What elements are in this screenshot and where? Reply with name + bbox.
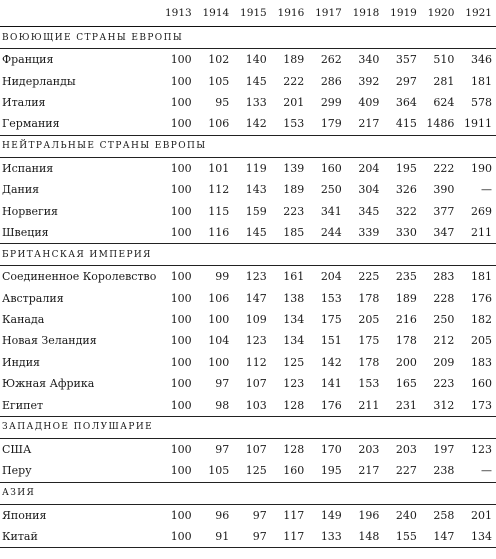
index-value: 216 xyxy=(395,313,417,327)
index-value: 100 xyxy=(208,313,230,327)
index-value: 123 xyxy=(233,266,271,288)
index-value: 347 xyxy=(433,225,455,239)
index-value: 107 xyxy=(245,377,267,391)
index-value: 147 xyxy=(421,526,459,548)
index-value: 125 xyxy=(245,464,267,478)
index-value: 205 xyxy=(358,313,380,327)
index-value: 161 xyxy=(271,266,309,288)
index-value: 100 xyxy=(170,225,192,239)
index-value: 204 xyxy=(308,266,346,288)
index-value: 100 xyxy=(170,74,192,88)
country-name: США xyxy=(0,438,158,460)
table-row xyxy=(0,504,496,526)
index-value: 101 xyxy=(196,157,234,179)
table-row xyxy=(0,309,496,330)
country-name: Канада xyxy=(2,313,45,327)
index-value: 100 xyxy=(170,355,192,369)
index-value: 142 xyxy=(320,355,342,369)
index-value: 100 xyxy=(170,183,192,197)
index-value: 244 xyxy=(320,225,342,239)
index-value: 212 xyxy=(433,334,455,348)
index-value: 217 xyxy=(358,464,380,478)
index-value: 415 xyxy=(395,117,417,131)
index-value: 103 xyxy=(245,398,267,412)
index-value: 225 xyxy=(346,266,384,288)
country-name: Южная Африка xyxy=(2,377,95,391)
index-value: 123 xyxy=(283,377,305,391)
year-header: 1913 xyxy=(158,0,196,27)
index-value: 173 xyxy=(471,398,492,412)
index-value: 117 xyxy=(271,526,309,548)
header-blank xyxy=(0,0,158,27)
index-value: 240 xyxy=(383,504,421,526)
year-header: 1915 xyxy=(233,0,271,27)
index-value: 95 xyxy=(215,95,230,109)
section-header-row xyxy=(0,27,496,49)
index-value: 123 xyxy=(458,438,496,460)
country-name: Швеция xyxy=(2,225,49,239)
country-name: Италия xyxy=(2,95,46,109)
index-value: 211 xyxy=(471,225,492,239)
country-name: Новая Зеландия xyxy=(2,334,97,348)
index-value: 138 xyxy=(283,291,305,305)
index-value: 250 xyxy=(433,313,455,327)
year-header: 1918 xyxy=(346,0,384,27)
year-header-row xyxy=(0,0,496,27)
country-name: Египет xyxy=(2,398,44,412)
index-value: 228 xyxy=(433,291,455,305)
index-value: 322 xyxy=(395,204,417,218)
index-value: 231 xyxy=(395,398,417,412)
index-value: 97 xyxy=(233,526,271,548)
index-value: 140 xyxy=(233,49,271,71)
index-value: 181 xyxy=(458,266,496,288)
table-row xyxy=(0,460,496,482)
index-value: 133 xyxy=(308,526,346,548)
index-value: 283 xyxy=(421,266,459,288)
index-value: 106 xyxy=(208,117,230,131)
table-row xyxy=(0,373,496,394)
index-value: 97 xyxy=(215,377,230,391)
index-value: 153 xyxy=(320,291,342,305)
index-value: 170 xyxy=(308,438,346,460)
year-header: 1914 xyxy=(196,0,234,27)
country-name: Япония xyxy=(0,504,158,526)
index-value: 183 xyxy=(471,355,492,369)
index-value: 100 xyxy=(170,377,192,391)
index-value: 128 xyxy=(283,398,305,412)
index-value: 345 xyxy=(358,204,380,218)
index-value: 178 xyxy=(395,334,417,348)
index-value: 1486 xyxy=(426,117,455,131)
year-header: 1916 xyxy=(271,0,309,27)
index-value: 134 xyxy=(458,526,496,548)
section-header-row xyxy=(0,244,496,266)
table-row xyxy=(0,288,496,309)
index-value: 176 xyxy=(471,291,492,305)
index-value: 100 xyxy=(208,355,230,369)
index-value: 340 xyxy=(346,49,384,71)
index-value: 143 xyxy=(245,183,267,197)
index-value: 134 xyxy=(283,334,305,348)
country-name: Норвегия xyxy=(2,204,58,218)
index-value: 105 xyxy=(208,464,230,478)
index-value: 286 xyxy=(320,74,342,88)
table-row xyxy=(0,438,496,460)
index-value: 182 xyxy=(471,313,492,327)
table-row xyxy=(0,70,496,91)
index-value: 238 xyxy=(433,464,455,478)
index-value: 189 xyxy=(395,291,417,305)
index-value: 105 xyxy=(208,74,230,88)
table-row xyxy=(0,330,496,351)
index-value: 98 xyxy=(215,398,230,412)
index-value: 125 xyxy=(283,355,305,369)
index-value: 151 xyxy=(320,334,342,348)
index-value: 201 xyxy=(283,95,305,109)
index-value: 102 xyxy=(196,49,234,71)
index-value: 100 xyxy=(170,334,192,348)
index-value: 250 xyxy=(320,183,342,197)
table-row xyxy=(0,200,496,221)
index-value: 197 xyxy=(421,438,459,460)
section-header-row xyxy=(0,482,496,504)
country-name: Испания xyxy=(0,157,158,179)
index-value: 145 xyxy=(245,225,267,239)
section-title: АЗИЯ xyxy=(0,482,496,504)
country-name: Германия xyxy=(2,117,60,131)
index-value: 195 xyxy=(320,464,342,478)
index-value: 106 xyxy=(208,291,230,305)
index-value: 326 xyxy=(395,183,417,197)
index-value: 330 xyxy=(395,225,417,239)
index-value: 179 xyxy=(320,117,342,131)
index-value: 304 xyxy=(358,183,380,197)
index-value: 91 xyxy=(196,526,234,548)
index-value: 99 xyxy=(196,266,234,288)
index-value: 100 xyxy=(170,95,192,109)
index-value: 203 xyxy=(346,438,384,460)
country-name: Перу xyxy=(2,464,32,478)
index-value: 175 xyxy=(320,313,342,327)
index-value: 200 xyxy=(395,355,417,369)
index-value: 139 xyxy=(271,157,309,179)
section-header-row xyxy=(0,416,496,438)
index-value: 153 xyxy=(358,377,380,391)
index-value: 100 xyxy=(170,398,192,412)
index-value: 128 xyxy=(271,438,309,460)
table-row xyxy=(0,222,496,244)
index-value: 100 xyxy=(158,438,196,460)
year-header: 1919 xyxy=(383,0,421,27)
year-header: 1917 xyxy=(308,0,346,27)
index-value: 624 xyxy=(433,95,455,109)
index-value: 390 xyxy=(433,183,455,197)
table-row xyxy=(0,49,496,71)
country-name: Индия xyxy=(2,355,40,369)
index-value: 211 xyxy=(358,398,380,412)
index-value: 312 xyxy=(433,398,455,412)
index-value: 100 xyxy=(170,204,192,218)
index-value: 178 xyxy=(358,291,380,305)
index-value: 217 xyxy=(358,117,380,131)
index-value: 153 xyxy=(283,117,305,131)
index-value: 235 xyxy=(383,266,421,288)
table-row xyxy=(0,157,496,179)
index-value: 175 xyxy=(358,334,380,348)
index-value: 117 xyxy=(271,504,309,526)
index-value: 141 xyxy=(320,377,342,391)
index-value: 409 xyxy=(358,95,380,109)
index-value: 258 xyxy=(421,504,459,526)
index-value: 100 xyxy=(158,526,196,548)
index-value: 149 xyxy=(308,504,346,526)
index-value: 269 xyxy=(471,204,492,218)
index-value: 178 xyxy=(358,355,380,369)
index-value: 142 xyxy=(245,117,267,131)
index-value: 97 xyxy=(233,504,271,526)
country-name: Нидерланды xyxy=(2,74,76,88)
index-value: 339 xyxy=(358,225,380,239)
index-value: 100 xyxy=(158,504,196,526)
index-value: 109 xyxy=(245,313,267,327)
index-value: 159 xyxy=(245,204,267,218)
index-value: 100 xyxy=(170,291,192,305)
table-row xyxy=(0,179,496,200)
index-value: 107 xyxy=(233,438,271,460)
index-value: 147 xyxy=(245,291,267,305)
index-value: 145 xyxy=(245,74,267,88)
table-row xyxy=(0,526,496,548)
index-value: 222 xyxy=(421,157,459,179)
index-value: 346 xyxy=(458,49,496,71)
index-value: 299 xyxy=(320,95,342,109)
index-value: 160 xyxy=(283,464,305,478)
index-value: 195 xyxy=(383,157,421,179)
table-row xyxy=(0,113,496,135)
section-title: НЕЙТРАЛЬНЫЕ СТРАНЫ ЕВРОПЫ xyxy=(0,135,496,157)
index-value: 96 xyxy=(196,504,234,526)
index-value: 133 xyxy=(245,95,267,109)
index-value: 100 xyxy=(170,464,192,478)
index-value: — xyxy=(481,183,492,197)
index-value: 148 xyxy=(346,526,384,548)
index-value: 223 xyxy=(433,377,455,391)
index-value: 364 xyxy=(395,95,417,109)
index-value: 222 xyxy=(283,74,305,88)
index-value: 190 xyxy=(458,157,496,179)
index-value: 97 xyxy=(196,438,234,460)
index-value: 510 xyxy=(421,49,459,71)
index-value: 341 xyxy=(320,204,342,218)
index-value: 1911 xyxy=(464,117,492,131)
index-value: 578 xyxy=(471,95,492,109)
index-value: 297 xyxy=(395,74,417,88)
index-value: 196 xyxy=(346,504,384,526)
index-value: 377 xyxy=(433,204,455,218)
index-value: 227 xyxy=(395,464,417,478)
section-header-row xyxy=(0,135,496,157)
table-row xyxy=(0,266,496,288)
index-value: 112 xyxy=(208,183,230,197)
index-value: 160 xyxy=(471,377,492,391)
section-title: ВОЮЮЩИЕ СТРАНЫ ЕВРОПЫ xyxy=(2,32,184,43)
section-title: ЗАПАДНОЕ ПОЛУШАРИЕ xyxy=(0,416,496,438)
index-value: 176 xyxy=(320,398,342,412)
table-row xyxy=(0,394,496,416)
index-value: 223 xyxy=(283,204,305,218)
index-value: 104 xyxy=(208,334,230,348)
index-value: 181 xyxy=(471,74,492,88)
country-name: Соединенное Королевство xyxy=(0,266,158,288)
index-value: 205 xyxy=(471,334,492,348)
index-value: 100 xyxy=(170,313,192,327)
index-value: 100 xyxy=(170,117,192,131)
table-row xyxy=(0,92,496,113)
index-value: 116 xyxy=(208,225,230,239)
index-value: 155 xyxy=(383,526,421,548)
index-value: 185 xyxy=(283,225,305,239)
index-value: 201 xyxy=(458,504,496,526)
country-name: Австралия xyxy=(2,291,64,305)
index-value: 112 xyxy=(245,355,267,369)
index-value: 281 xyxy=(433,74,455,88)
year-header: 1921 xyxy=(458,0,496,27)
index-value: 189 xyxy=(271,49,309,71)
index-value: 204 xyxy=(346,157,384,179)
index-value: 392 xyxy=(358,74,380,88)
index-value: 189 xyxy=(283,183,305,197)
country-name: Китай xyxy=(0,526,158,548)
index-value: 165 xyxy=(395,377,417,391)
index-value: 115 xyxy=(208,204,230,218)
index-value: 134 xyxy=(283,313,305,327)
index-value: 100 xyxy=(158,157,196,179)
table-row xyxy=(0,352,496,373)
year-header: 1920 xyxy=(421,0,459,27)
index-value: — xyxy=(481,464,492,478)
index-value: 119 xyxy=(233,157,271,179)
index-value: 123 xyxy=(245,334,267,348)
index-value: 262 xyxy=(308,49,346,71)
index-value: 357 xyxy=(383,49,421,71)
index-value: 209 xyxy=(433,355,455,369)
index-value: 203 xyxy=(383,438,421,460)
index-value: 100 xyxy=(158,266,196,288)
country-name: Франция xyxy=(0,49,158,71)
index-value: 160 xyxy=(308,157,346,179)
index-value: 100 xyxy=(158,49,196,71)
country-name: Дания xyxy=(2,183,40,197)
section-title: БРИТАНСКАЯ ИМПЕРИЯ xyxy=(0,244,496,266)
